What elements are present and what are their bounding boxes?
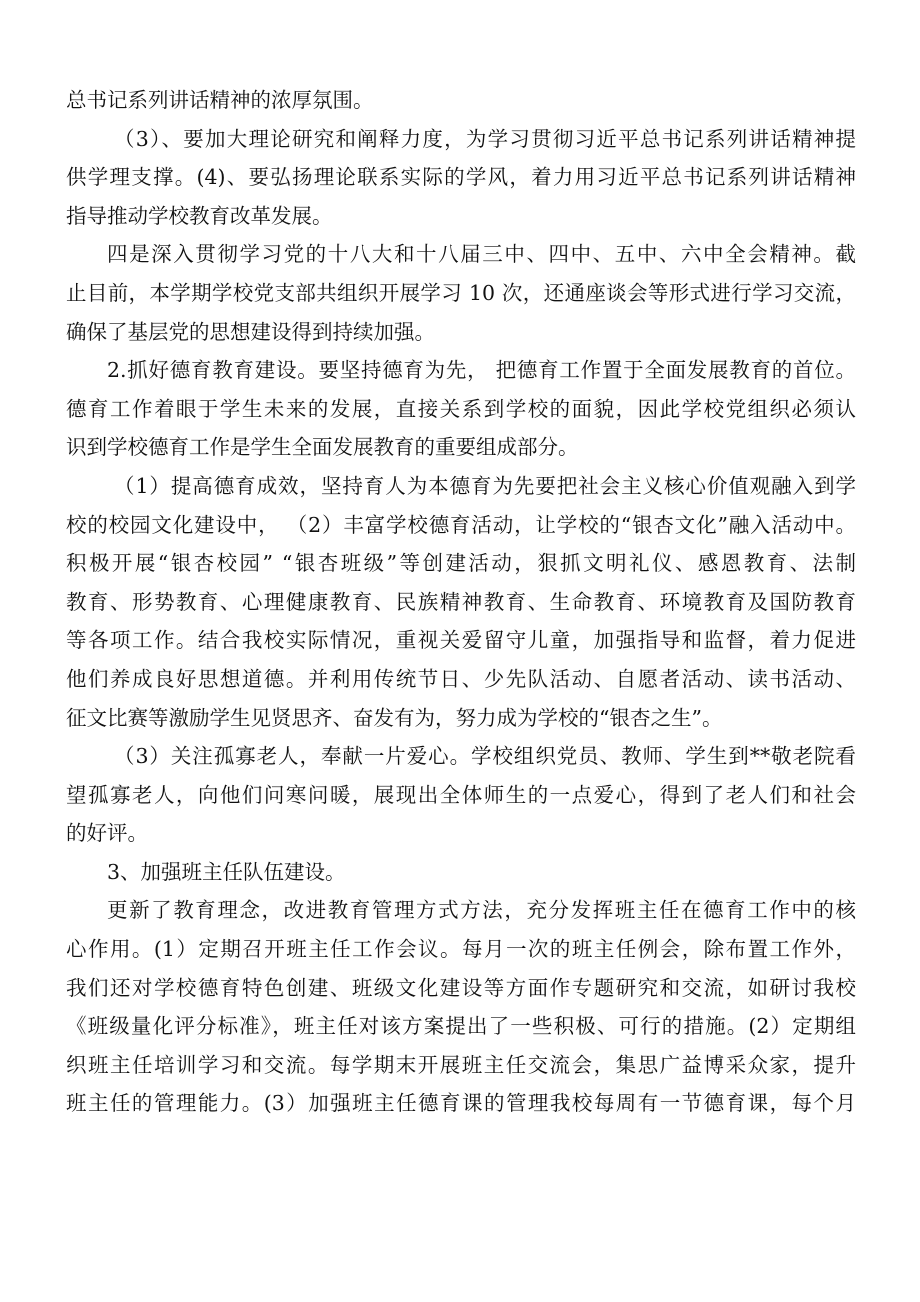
paragraph-line: 的好评。 (66, 821, 148, 846)
paragraph-line: 教育、形势教育、心理健康教育、民族精神教育、生命教育、环境教育及国防教育 (66, 589, 856, 614)
paragraph-line: 德育工作着眼于学生未来的发展，直接关系到学校的面貌，因此学校党组织必须认 (66, 396, 856, 421)
paragraph-line: 我们还对学校德育特色创建、班级文化建设等方面作专题研究和交流，如研讨我校 (66, 975, 856, 1000)
paragraph-line: 望孤寡老人，向他们问寒问暖，展现出全体师生的一点爱心，得到了老人们和社会 (66, 782, 856, 807)
document-page (66, 81, 856, 1123)
paragraph-line: 《班级量化评分标准》，班主任对该方案提出了一些积极、可行的措施。(2）定期组 (66, 1014, 856, 1039)
paragraph-line: 等各项工作。结合我校实际情况，重视关爱留守儿童，加强指导和监督，着力促进 (66, 628, 856, 653)
paragraph-line: 征文比赛等激励学生见贤思齐、奋发有为，努力成为学校的“银杏之生”。 (66, 705, 723, 730)
paragraph-line: 心作用。(1）定期召开班主任工作会议。每月一次的班主任例会，除布置工作外， (66, 937, 856, 962)
paragraph-line: 积极开展“银杏校园” “银杏班级”等创建活动，狠抓文明礼仪、感恩教育、法制 (66, 551, 856, 576)
paragraph-line: 总书记系列讲话精神的浓厚氛围。 (66, 88, 374, 112)
paragraph-line: 织班主任培训学习和交流。每学期末开展班主任交流会，集思广益博采众家，提升 (66, 1052, 856, 1077)
section-heading: 2.抓好德育教育建设。要坚持德育为先， 把德育工作置于全面发展教育的首位。 (107, 358, 856, 383)
paragraph-line: （3）关注孤寡老人，奉献一片爱心。学校组织党员、教师、学生到**敬老院看 (114, 744, 856, 769)
paragraph-line: 班主任的管理能力。(3）加强班主任德育课的管理我校每周有一节德育课，每个月 (66, 1091, 856, 1116)
paragraph-line: 供学理支撑。(4)、要弘扬理论联系实际的学风，着力用习近平总书记系列讲话精神 (66, 165, 856, 190)
paragraph-line: 确保了基层党的思想建设得到持续加强。 (66, 319, 435, 344)
paragraph-line: （1）提高德育成效，坚持育人为本德育为先要把社会主义核心价值观融入到学 (114, 473, 856, 498)
paragraph-line: 止目前，本学期学校党支部共组织开展学习 10 次，还通座谈会等形式进行学习交流， (66, 280, 856, 305)
paragraph-line: 他们养成良好思想道德。并利用传统节日、少先队活动、自愿者活动、读书活动、 (66, 666, 856, 691)
section-heading: 3、加强班主任队伍建设。 (107, 859, 346, 884)
paragraph-line: 识到学校德育工作是学生全面发展教育的重要组成部分。 (66, 435, 579, 460)
paragraph-line: （3）、要加大理论研究和阐释力度，为学习贯彻习近平总书记系列讲话精神提 (114, 126, 856, 151)
paragraph-line: 更新了教育理念，改进教育管理方式方法，充分发挥班主任在德育工作中的核 (107, 898, 856, 923)
paragraph-line: 指导推动学校教育改革发展。 (66, 203, 333, 228)
paragraph-line: 四是深入贯彻学习党的十八大和十八届三中、四中、五中、六中全会精神。截 (107, 242, 856, 267)
paragraph-line: 校的校园文化建设中， （2）丰富学校德育活动，让学校的“银杏文化”融入活动中。 (66, 512, 856, 537)
